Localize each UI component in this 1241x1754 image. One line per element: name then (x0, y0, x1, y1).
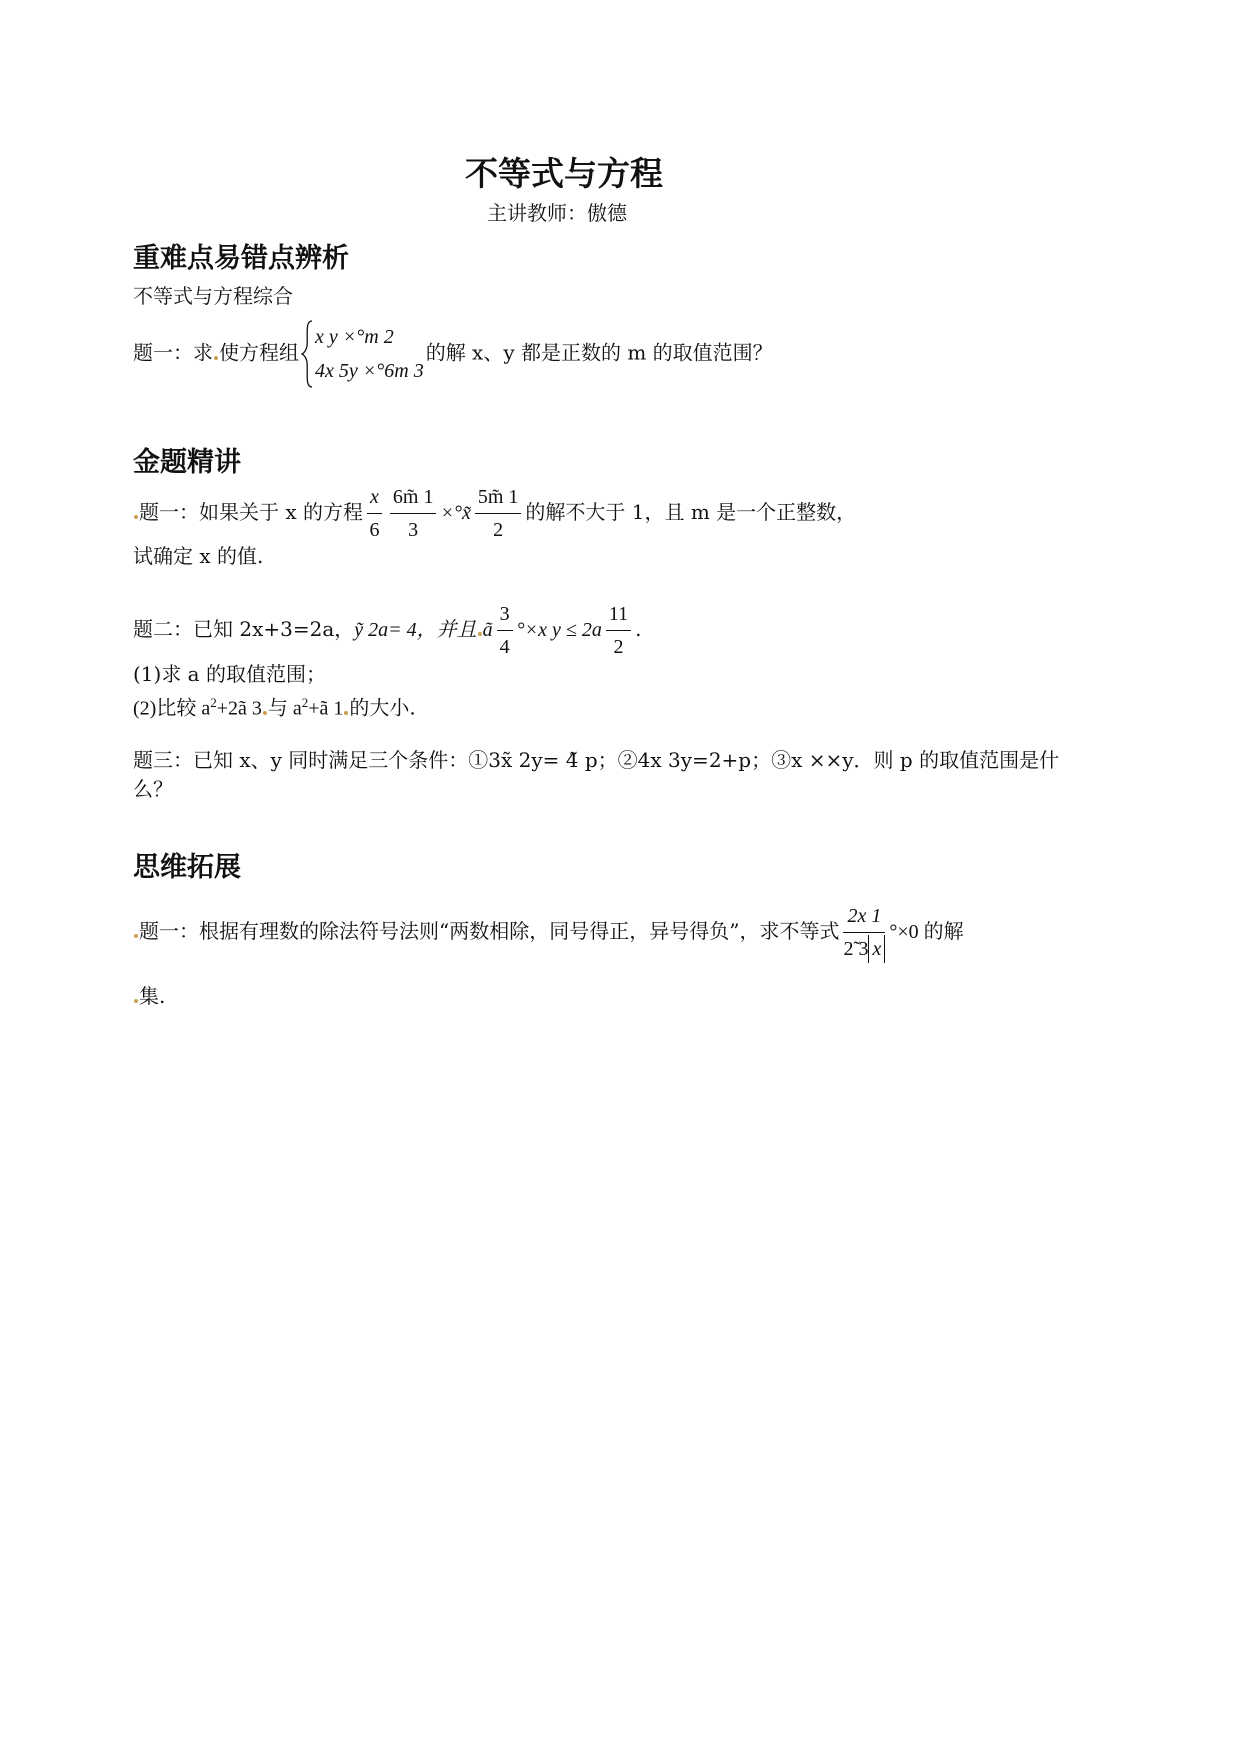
yellow-dot-icon (344, 711, 348, 715)
fraction-3 (475, 483, 522, 544)
math-fragment: ×°x̃ (440, 502, 471, 524)
fraction-2 (390, 483, 437, 544)
fraction-denominator: 6 (369, 519, 380, 541)
section-heading-1: 重难点易错点辨析 (133, 243, 349, 274)
problem-tail: 的解不大于 1，且 m 是一个正整数， (525, 500, 857, 524)
fraction-numerator: 6m̃ 1 (390, 483, 437, 514)
fraction-numerator: 5m̃ 1 (475, 483, 522, 514)
math-fragment: ã (482, 619, 493, 641)
page-subtitle: 主讲教师：傲德 (487, 201, 627, 225)
left-brace-icon (301, 320, 313, 388)
page-title: 不等式与方程 (465, 154, 663, 193)
section-heading-3: 思维拓展 (133, 852, 241, 883)
yellow-dot-icon (478, 632, 482, 636)
problem-label: 题一：求 (133, 340, 213, 365)
fraction-1 (367, 483, 382, 544)
problem-label-cont: 使方程组 (219, 340, 299, 365)
fraction-numerator: 11 (606, 600, 631, 631)
fraction-numerator: 2x 1 (843, 902, 885, 933)
problem-3-1 (133, 902, 964, 963)
math-fragment: °×x y ≤ 2a (516, 619, 602, 641)
problem-2-2-sub1: (1)求 a 的取值范围； (133, 662, 326, 686)
math-fragment: +ã 1 (308, 697, 344, 720)
fraction-numerator: 3 (497, 600, 513, 631)
fraction-denominator: 2 (613, 636, 624, 658)
problem-lead: 题一：根据有理数的除法符号法则“两数相除，同号得正，异号得负”，求不等式 (139, 919, 840, 943)
problem-lead: 题二：已知 2x+3=2a， (133, 617, 355, 641)
section-heading-2: 金题精讲 (133, 447, 241, 478)
problem-1-1 (133, 320, 773, 388)
yellow-dot-icon (134, 999, 138, 1003)
math-fragment: ỹ 2a= 4，并且 (354, 619, 477, 641)
fraction-denominator: 2 (493, 519, 504, 541)
problem-tail: 的大小. (349, 695, 416, 720)
math-end: . (635, 617, 642, 641)
problem-3-1-line2 (133, 982, 165, 1010)
math-fragment: 与 a (267, 697, 302, 720)
yellow-dot-icon (134, 515, 138, 519)
problem-lead: 题一：如果关于 x 的方程 (139, 500, 363, 524)
yellow-dot-icon (134, 934, 138, 938)
fraction-inequality (843, 902, 885, 963)
problem-tail: 的解 x、y 都是正数的 m 的取值范围？ (425, 340, 773, 365)
fraction-3-4 (497, 600, 513, 661)
math-fragment: (2)比较 a (133, 697, 211, 720)
fraction-numerator: x (367, 483, 382, 514)
superscript: 2 (301, 695, 309, 710)
problem-2-3-line2: 么？ (133, 777, 173, 801)
fraction-denominator: 4 (499, 636, 510, 658)
yellow-dot-icon (263, 711, 267, 715)
fraction-11-2 (606, 600, 631, 661)
section-intro: 不等式与方程综合 (133, 284, 293, 308)
yellow-dot-icon (214, 356, 218, 360)
math-fragment: °×0 的解 (889, 921, 964, 943)
absolute-value: x (868, 935, 885, 963)
denominator-part: 2̃ 3 (843, 938, 869, 960)
equation-row-1: x y ×°m 2 (315, 326, 394, 348)
problem-2-2-sub2 (133, 689, 416, 723)
math-fragment: +2ã 3 (216, 697, 262, 720)
equation-row-2: 4x 5y ×°6m 3 (315, 360, 424, 382)
problem-tail: 集. (139, 984, 166, 1008)
fraction-denominator: 3 (408, 519, 419, 541)
fraction-denominator (843, 933, 885, 963)
problem-2-1 (133, 483, 856, 544)
problem-2-1-line2: 试确定 x 的值. (133, 544, 264, 568)
problem-2-3: 题三：已知 x、y 同时满足三个条件：①3x̃ 2y= 4̃ p；②4x 3y=2+p；③x ××y．则 p 的取值范围是什 (133, 748, 1060, 772)
equation-system (301, 320, 424, 388)
superscript: 2 (210, 695, 217, 710)
problem-2-2 (133, 600, 641, 661)
